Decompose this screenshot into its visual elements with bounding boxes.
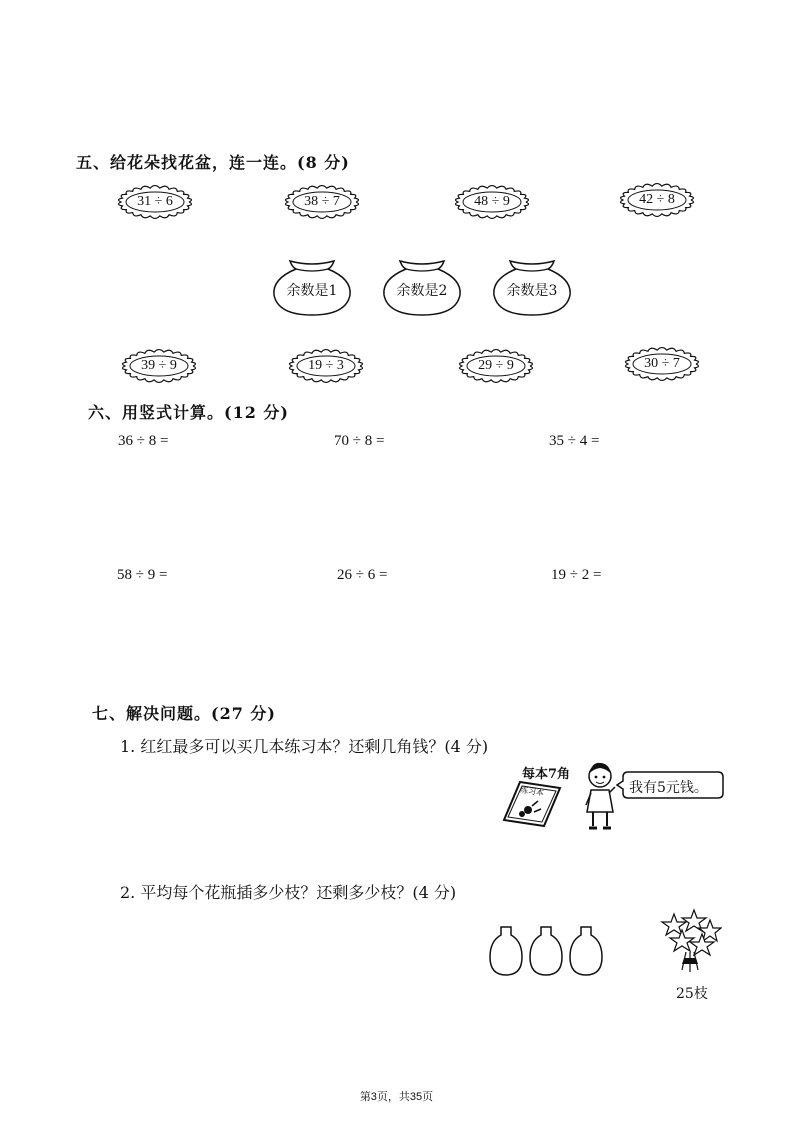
girl-icon [580,760,620,832]
question-2: 2. 平均每个花瓶插多少枝？还剩多少枝？(4 分) [120,883,457,902]
speech-text: 我有5元钱。 [629,780,708,796]
vases-icon [488,925,618,977]
calc-problem: 26 ÷ 6 = [337,567,388,583]
calc-problem: 36 ÷ 8 = [118,433,169,449]
flower-label: 39 ÷ 9 [141,358,177,373]
flower-pot-1[interactable] [270,257,354,317]
pot-label: 余数是1 [286,283,338,299]
flower-top-3[interactable] [453,183,531,221]
flower-bottom-3[interactable] [457,347,535,385]
flower-top-1[interactable] [116,183,194,221]
flower-pot-3[interactable] [490,257,574,317]
flower-label: 38 ÷ 7 [304,194,340,209]
flower-top-4[interactable] [618,181,696,219]
page-number: 第3页，共35页 [359,1091,434,1103]
flower-label: 48 ÷ 9 [474,194,510,209]
flower-label: 29 ÷ 9 [478,358,514,373]
flower-label: 31 ÷ 6 [137,194,173,209]
price-label: 每本7角 [522,767,571,782]
flower-bottom-4[interactable] [623,345,701,383]
flower-label: 42 ÷ 8 [639,192,675,207]
notebook-label: 练习本 [519,785,545,798]
flower-label: 19 ÷ 3 [308,358,344,373]
flower-label: 30 ÷ 7 [644,356,680,371]
bouquet-icon [660,908,722,976]
bouquet-label: 25枝 [676,986,708,1002]
calc-problem: 35 ÷ 4 = [549,433,600,449]
pot-label: 余数是3 [506,283,558,299]
section7-title: 七、解决问题。(27 分) [92,704,276,723]
calc-problem: 58 ÷ 9 = [117,567,168,583]
section5-title: 五、给花朵找花盆，连一连。(8 分) [76,153,350,172]
calc-problem: 70 ÷ 8 = [334,433,385,449]
section6-title: 六、用竖式计算。(12 分) [88,403,289,422]
question-1: 1. 红红最多可以买几本练习本？还剩几角钱？(4 分) [120,737,489,756]
flower-bottom-1[interactable] [120,347,198,385]
flower-top-2[interactable] [283,183,361,221]
flower-pot-2[interactable] [380,257,464,317]
pot-label: 余数是2 [396,283,448,299]
calc-problem: 19 ÷ 2 = [551,567,602,583]
flower-bottom-2[interactable] [287,347,365,385]
